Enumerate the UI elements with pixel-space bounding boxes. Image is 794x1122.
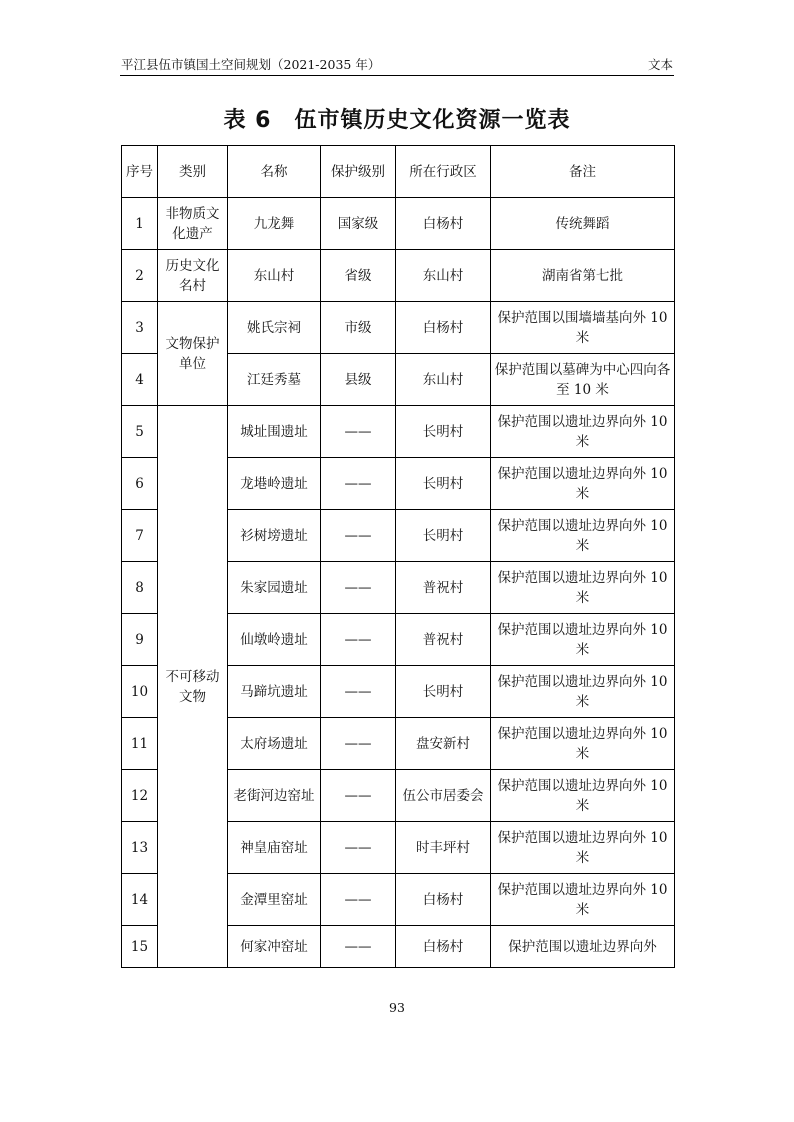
cell-number: 9 bbox=[122, 614, 158, 666]
cell-district: 长明村 bbox=[396, 510, 491, 562]
cell-name: 姚氏宗祠 bbox=[228, 302, 321, 354]
cell-level: —— bbox=[321, 822, 396, 874]
running-header-title: 平江县伍市镇国土空间规划（2021-2035 年） bbox=[121, 57, 381, 72]
cell-district: 白杨村 bbox=[396, 926, 491, 968]
cell-note: 保护范围以遗址边界向外 10 米 bbox=[491, 822, 675, 874]
cell-name: 金潭里窑址 bbox=[228, 874, 321, 926]
cell-level: 省级 bbox=[321, 250, 396, 302]
cell-level: 国家级 bbox=[321, 198, 396, 250]
cell-category: 历史文化名村 bbox=[158, 250, 228, 302]
header-cell-note: 备注 bbox=[491, 146, 675, 198]
header-cell-district: 所在行政区 bbox=[396, 146, 491, 198]
cell-name: 马蹄坑遗址 bbox=[228, 666, 321, 718]
header-cell-name: 名称 bbox=[228, 146, 321, 198]
table-header-row bbox=[122, 146, 675, 198]
cell-number: 5 bbox=[122, 406, 158, 458]
cell-note: 保护范围以遗址边界向外 bbox=[491, 926, 675, 968]
cell-name: 朱家园遗址 bbox=[228, 562, 321, 614]
table-row bbox=[122, 406, 675, 458]
cell-name: 老街河边窑址 bbox=[228, 770, 321, 822]
cell-number: 12 bbox=[122, 770, 158, 822]
cell-district: 普祝村 bbox=[396, 614, 491, 666]
header-cell-number: 序号 bbox=[122, 146, 158, 198]
cell-district: 东山村 bbox=[396, 250, 491, 302]
cell-level: —— bbox=[321, 614, 396, 666]
cell-district: 普祝村 bbox=[396, 562, 491, 614]
heritage-table bbox=[121, 145, 675, 968]
cell-note: 保护范围以遗址边界向外 10 米 bbox=[491, 666, 675, 718]
cell-number: 2 bbox=[122, 250, 158, 302]
cell-level: —— bbox=[321, 562, 396, 614]
cell-number: 14 bbox=[122, 874, 158, 926]
cell-district: 盘安新村 bbox=[396, 718, 491, 770]
cell-number: 11 bbox=[122, 718, 158, 770]
cell-note: 保护范围以围墙墙基向外 10 米 bbox=[491, 302, 675, 354]
cell-category: 不可移动文物 bbox=[158, 406, 228, 968]
cell-district: 白杨村 bbox=[396, 302, 491, 354]
cell-note: 传统舞蹈 bbox=[491, 198, 675, 250]
table-row bbox=[122, 198, 675, 250]
cell-name: 仙墩岭遗址 bbox=[228, 614, 321, 666]
header-divider bbox=[120, 75, 674, 76]
cell-name: 城址围遗址 bbox=[228, 406, 321, 458]
cell-number: 4 bbox=[122, 354, 158, 406]
cell-level: —— bbox=[321, 406, 396, 458]
header-cell-category: 类别 bbox=[158, 146, 228, 198]
cell-number: 8 bbox=[122, 562, 158, 614]
cell-note: 湖南省第七批 bbox=[491, 250, 675, 302]
running-header-section: 文本 bbox=[647, 57, 673, 72]
cell-note: 保护范围以遗址边界向外 10 米 bbox=[491, 718, 675, 770]
table-row bbox=[122, 250, 675, 302]
cell-district: 长明村 bbox=[396, 666, 491, 718]
cell-note: 保护范围以遗址边界向外 10 米 bbox=[491, 614, 675, 666]
table-row bbox=[122, 302, 675, 354]
cell-name: 太府场遗址 bbox=[228, 718, 321, 770]
cell-note: 保护范围以墓碑为中心四向各至 10 米 bbox=[491, 354, 675, 406]
cell-level: —— bbox=[321, 874, 396, 926]
cell-level: —— bbox=[321, 458, 396, 510]
cell-level: —— bbox=[321, 666, 396, 718]
cell-name: 神皇庙窑址 bbox=[228, 822, 321, 874]
cell-name: 东山村 bbox=[228, 250, 321, 302]
cell-name: 何家冲窑址 bbox=[228, 926, 321, 968]
cell-level: 市级 bbox=[321, 302, 396, 354]
cell-number: 1 bbox=[122, 198, 158, 250]
cell-district: 白杨村 bbox=[396, 198, 491, 250]
table-title: 表 6 伍市镇历史文化资源一览表 bbox=[223, 108, 571, 133]
cell-note: 保护范围以遗址边界向外 10 米 bbox=[491, 406, 675, 458]
page-number: 93 bbox=[389, 1000, 405, 1015]
cell-note: 保护范围以遗址边界向外 10 米 bbox=[491, 562, 675, 614]
cell-note: 保护范围以遗址边界向外 10 米 bbox=[491, 770, 675, 822]
cell-level: —— bbox=[321, 510, 396, 562]
cell-number: 15 bbox=[122, 926, 158, 968]
cell-district: 白杨村 bbox=[396, 874, 491, 926]
cell-note: 保护范围以遗址边界向外 10 米 bbox=[491, 510, 675, 562]
cell-number: 3 bbox=[122, 302, 158, 354]
cell-number: 10 bbox=[122, 666, 158, 718]
cell-level: 县级 bbox=[321, 354, 396, 406]
cell-district: 伍公市居委会 bbox=[396, 770, 491, 822]
cell-district: 长明村 bbox=[396, 406, 491, 458]
cell-district: 长明村 bbox=[396, 458, 491, 510]
cell-level: —— bbox=[321, 926, 396, 968]
cell-name: 九龙舞 bbox=[228, 198, 321, 250]
cell-name: 江廷秀墓 bbox=[228, 354, 321, 406]
cell-number: 7 bbox=[122, 510, 158, 562]
cell-level: —— bbox=[321, 770, 396, 822]
cell-note: 保护范围以遗址边界向外 10 米 bbox=[491, 458, 675, 510]
cell-name: 龙塂岭遗址 bbox=[228, 458, 321, 510]
cell-number: 6 bbox=[122, 458, 158, 510]
cell-district: 东山村 bbox=[396, 354, 491, 406]
cell-category: 非物质文化遗产 bbox=[158, 198, 228, 250]
cell-category: 文物保护单位 bbox=[158, 302, 228, 406]
cell-name: 衫树塝遗址 bbox=[228, 510, 321, 562]
cell-level: —— bbox=[321, 718, 396, 770]
cell-number: 13 bbox=[122, 822, 158, 874]
cell-note: 保护范围以遗址边界向外 10 米 bbox=[491, 874, 675, 926]
cell-district: 时丰坪村 bbox=[396, 822, 491, 874]
header-cell-level: 保护级别 bbox=[321, 146, 396, 198]
